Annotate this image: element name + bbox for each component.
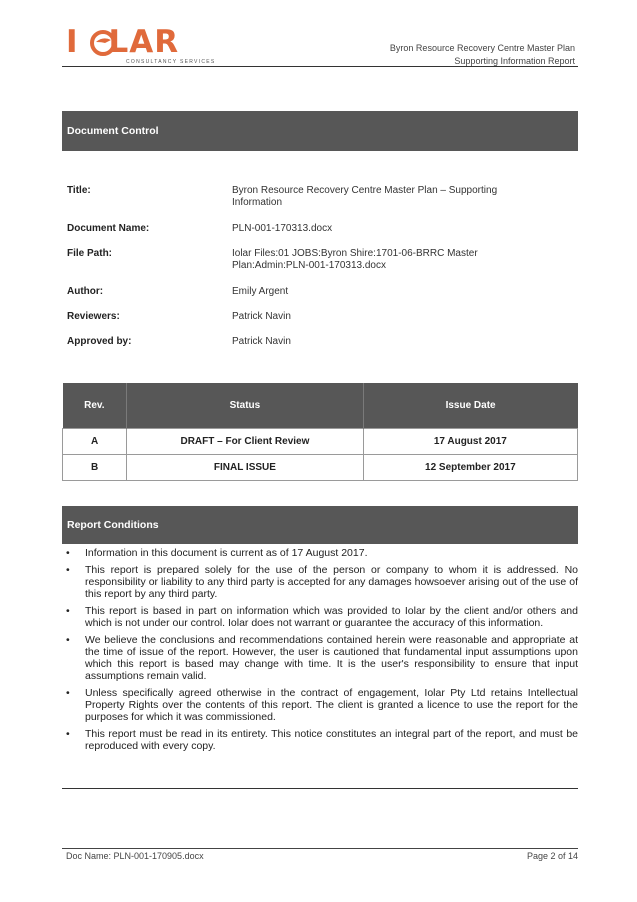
header-title-line1: Byron Resource Recovery Centre Master Plan — [389, 43, 575, 53]
list-item: • This report is prepared solely for the use of the person or company to whom it is addressed. No responsibility or liability to any third party is accepted for any damages howsoever arising out of the use of this report by any third party. — [62, 564, 578, 600]
logo-tagline: CONSULTANCY SERVICES — [126, 59, 216, 65]
col-header-status: Status — [127, 383, 364, 429]
logo-wordmark: I LAR — [66, 24, 180, 60]
field-label-approved-by: Approved by: — [67, 336, 132, 347]
list-item: • Unless specifically agreed otherwise in the contract of engagement, Iolar Pty Ltd retains Intellectual Property Rights over the contents of this report. The client is granted a licence to use the report for the purposes for which it was commissioned. — [62, 687, 578, 723]
col-header-rev: Rev. — [63, 383, 127, 429]
cell-rev: B — [63, 455, 127, 481]
eagle-logo-icon — [90, 30, 116, 56]
field-label-reviewers: Reviewers: — [67, 311, 120, 322]
header-title-line2: Supporting Information Report — [454, 56, 575, 66]
cell-rev: A — [63, 429, 127, 455]
header-title — [390, 42, 575, 68]
field-value-document-name: PLN-001-170313.docx — [232, 223, 333, 234]
table-row — [63, 455, 578, 481]
revision-table-header — [63, 383, 578, 429]
footer-doc-name: Doc Name: PLN-001-170905.docx — [66, 851, 204, 861]
field-value-approved-by: Patrick Navin — [232, 336, 291, 347]
revision-table — [62, 383, 578, 481]
report-conditions-list — [62, 547, 578, 757]
field-label-file-path: File Path: — [67, 248, 113, 259]
table-row — [63, 429, 578, 455]
conditions-divider — [62, 788, 578, 789]
field-label-author: Author: — [67, 286, 104, 297]
report-conditions-heading: Report Conditions — [62, 506, 578, 544]
field-value-title: Byron Resource Recovery Centre Master Plan – Supporting Information — [232, 185, 498, 208]
field-value-author: Emily Argent — [232, 286, 289, 297]
footer-page-number: Page 2 of 14 — [526, 851, 578, 861]
field-label-document-name: Document Name: — [67, 223, 150, 234]
field-label-title: Title: — [67, 185, 91, 196]
cell-issue-date: 12 September 2017 — [363, 455, 577, 481]
list-item: • We believe the conclusions and recommendations contained herein were reasonable and appropriate at the time of issue of the report. However, the user is cautioned that fundamental input assumptions upon which this report is based may change with time. It is the user's responsibility to ensure that input assumptions remain valid. — [62, 634, 578, 682]
cell-issue-date: 17 August 2017 — [363, 429, 577, 455]
header-divider — [62, 66, 578, 67]
company-logo — [66, 26, 216, 66]
footer-divider — [62, 848, 578, 849]
field-value-reviewers: Patrick Navin — [232, 311, 291, 322]
list-item: • Information in this document is current as of 17 August 2017. — [62, 547, 578, 559]
cell-status: FINAL ISSUE — [127, 455, 364, 481]
field-value-file-path: Iolar Files:01 JOBS:Byron Shire:1701-06-BRRC Master Plan:Admin:PLN-001-170313.docx — [232, 248, 478, 271]
col-header-issue-date: Issue Date — [363, 383, 577, 429]
document-control-heading: Document Control — [62, 111, 578, 151]
cell-status: DRAFT – For Client Review — [127, 429, 364, 455]
list-item: • This report must be read in its entirety. This notice constitutes an integral part of the report, and must be reproduced with every copy. — [62, 728, 578, 752]
list-item: • This report is based in part on information which was provided to Iolar by the client and/or others and which is not under our control. Iolar does not warrant or guarantee the accuracy of this information. — [62, 605, 578, 629]
